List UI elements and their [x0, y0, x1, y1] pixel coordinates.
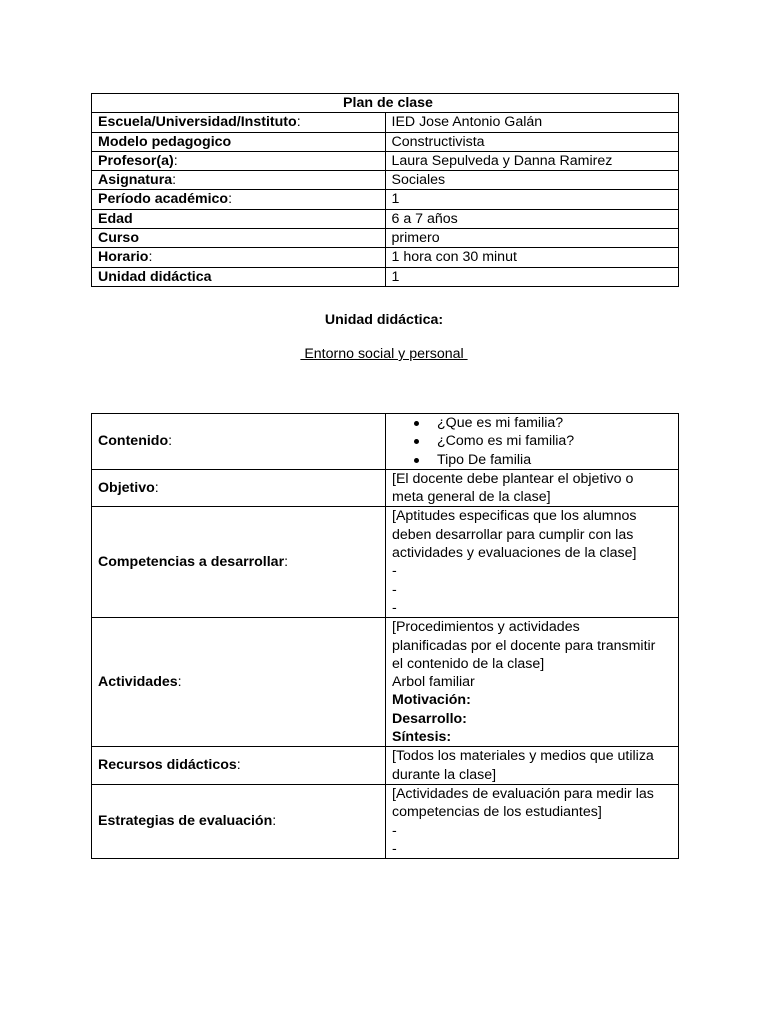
text-line: actividades y evaluaciones de la clase]	[392, 545, 637, 562]
desarrollo-label: Desarrollo:	[392, 710, 467, 727]
row-label: Curso	[98, 230, 139, 247]
row-label: Profesor(a)	[98, 152, 174, 169]
estrategias-label: Estrategias de evaluación	[98, 813, 273, 830]
text-line: meta general de la clase]	[392, 489, 551, 506]
row-value: primero	[385, 229, 679, 248]
actividades-label: Actividades	[98, 674, 178, 691]
estrategias-label-cell	[92, 784, 386, 858]
table-row	[92, 229, 679, 248]
row-label: Unidad didáctica	[98, 268, 212, 285]
row-value: 1	[385, 267, 679, 286]
table-row	[92, 171, 679, 190]
row-label-cell	[92, 248, 386, 267]
text-line: [Actividades de evaluación para medir las	[392, 785, 654, 802]
row-value: Constructivista	[385, 132, 679, 151]
motivacion-label: Motivación:	[392, 692, 471, 709]
row-label-suffix: :	[228, 191, 233, 208]
label-suffix: :	[177, 674, 182, 691]
contenido-list	[392, 414, 678, 469]
competencias-row	[92, 507, 679, 618]
row-label: Período académico	[98, 191, 229, 208]
row-value: Sociales	[385, 171, 679, 190]
actividades-value-cell	[386, 618, 679, 747]
table-row	[92, 209, 679, 228]
actividades-row	[92, 618, 679, 747]
text-line: [El docente debe plantear el objetivo o	[392, 470, 634, 487]
row-label: Edad	[98, 210, 133, 227]
row-value: 1	[385, 190, 679, 209]
text-line: el contenido de la clase]	[392, 655, 545, 672]
label-suffix: :	[284, 554, 289, 571]
text-line: -	[392, 581, 397, 598]
recursos-label-cell	[92, 747, 386, 785]
table-title: Plan de clase	[92, 94, 679, 113]
competencias-value-cell	[386, 507, 679, 618]
row-label-cell	[92, 190, 386, 209]
text-line: -	[392, 822, 397, 839]
objetivo-label: Objetivo	[98, 480, 155, 497]
objetivo-row	[92, 469, 679, 507]
text-line: competencias de los estudiantes]	[392, 804, 602, 821]
row-value: IED Jose Antonio Galán	[385, 113, 679, 132]
list-item: ¿Que es mi familia?	[392, 414, 678, 432]
row-label-cell	[92, 209, 386, 228]
table-row	[92, 190, 679, 209]
list-item: Tipo De familia	[392, 451, 678, 469]
text-line: [Procedimientos y actividades	[392, 619, 580, 636]
row-value: 6 a 7 años	[385, 209, 679, 228]
row-label-cell	[92, 151, 386, 170]
text-line: Arbol familiar	[392, 674, 475, 691]
row-value: Laura Sepulveda y Danna Ramirez	[385, 151, 679, 170]
row-label-cell	[92, 229, 386, 248]
label-suffix: :	[272, 813, 277, 830]
text-line: [Todos los materiales y medios que utiliza	[392, 748, 654, 765]
table-title-row	[92, 94, 679, 113]
text-line: -	[392, 599, 397, 616]
estrategias-value-cell	[386, 784, 679, 858]
table-row	[92, 267, 679, 286]
list-item: ¿Como es mi familia?	[392, 432, 678, 450]
objetivo-value-cell	[386, 469, 679, 507]
unidad-name-wrap	[0, 346, 768, 362]
detail-table	[91, 413, 679, 859]
plan-de-clase-table	[91, 93, 679, 287]
recursos-value-cell	[386, 747, 679, 785]
label-suffix: :	[236, 757, 241, 774]
label-suffix: :	[168, 433, 173, 450]
label-suffix: :	[154, 480, 159, 497]
text-line: -	[392, 563, 397, 580]
unidad-heading: Unidad didáctica:	[324, 312, 444, 328]
contenido-label-cell	[92, 414, 386, 470]
contenido-value-cell	[386, 414, 679, 470]
text-line: [Aptitudes especificas que los alumnos	[392, 508, 637, 525]
row-label-suffix: :	[172, 172, 177, 189]
sintesis-label: Síntesis:	[392, 729, 452, 746]
text-line: planificadas por el docente para transmitir	[392, 637, 656, 654]
row-label-cell	[92, 132, 386, 151]
objetivo-label-cell	[92, 469, 386, 507]
table-row	[92, 113, 679, 132]
competencias-label-cell	[92, 507, 386, 618]
row-label-cell	[92, 171, 386, 190]
table-row	[92, 248, 679, 267]
row-label-cell	[92, 113, 386, 132]
row-label-cell	[92, 267, 386, 286]
row-label-suffix: :	[296, 114, 301, 131]
recursos-row	[92, 747, 679, 785]
competencias-label: Competencias a desarrollar	[98, 554, 285, 571]
table-row	[92, 151, 679, 170]
row-label: Escuela/Universidad/Instituto	[98, 114, 297, 131]
table-row	[92, 132, 679, 151]
row-label-suffix: :	[173, 152, 178, 169]
row-label-suffix: :	[148, 249, 153, 266]
text-line: deben desarrollar para cumplir con las	[392, 526, 634, 543]
row-label: Modelo pedagogico	[98, 133, 232, 150]
row-label: Horario	[98, 249, 149, 266]
text-line: -	[392, 840, 397, 857]
text-line: durante la clase]	[392, 766, 497, 783]
contenido-row	[92, 414, 679, 470]
contenido-label: Contenido	[98, 433, 169, 450]
estrategias-row	[92, 784, 679, 858]
row-value: 1 hora con 30 minut	[385, 248, 679, 267]
recursos-label: Recursos didácticos	[98, 757, 237, 774]
row-label: Asignatura	[98, 172, 173, 189]
unidad-name: Entorno social y personal	[300, 346, 468, 362]
actividades-label-cell	[92, 618, 386, 747]
